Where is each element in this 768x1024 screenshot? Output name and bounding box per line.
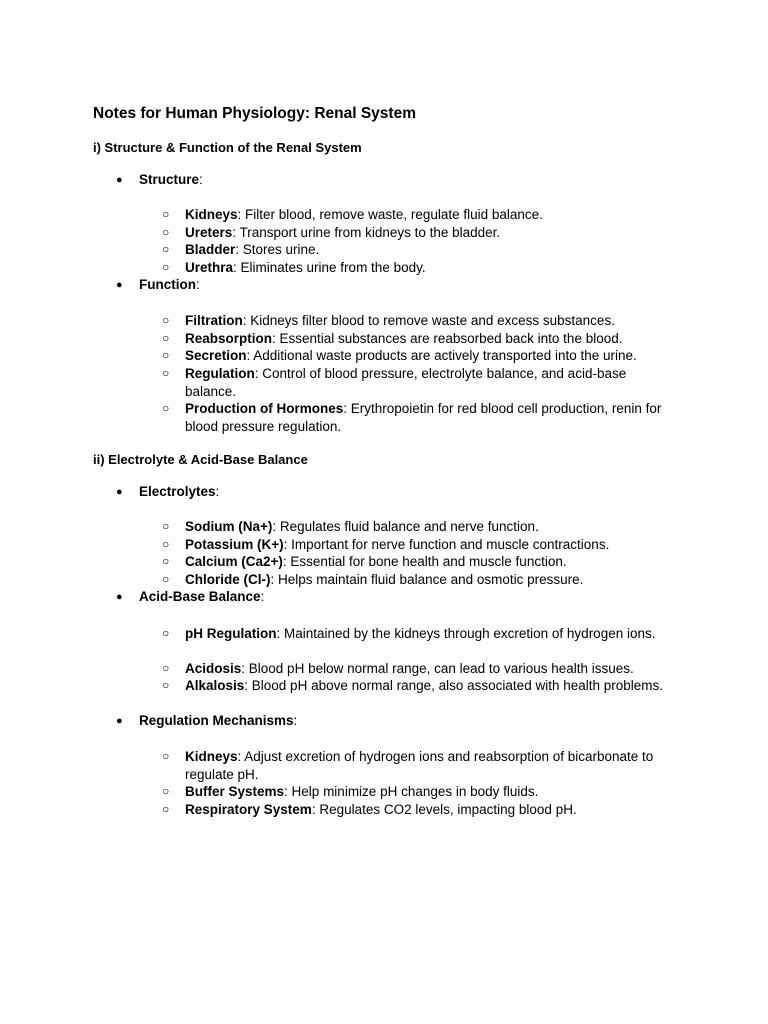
item-desc: : Erythropoietin for red blood cell production, renin for blood pressure regulation. bbox=[185, 401, 662, 434]
list-item bbox=[162, 553, 672, 571]
hollow-bullet-icon: ○ bbox=[162, 348, 170, 362]
item-term: Respiratory System bbox=[185, 802, 312, 817]
group-label: Structure bbox=[139, 172, 200, 187]
item-desc: : Regulates fluid balance and nerve function. bbox=[272, 519, 539, 534]
list-item bbox=[162, 783, 672, 801]
hollow-bullet-icon: ○ bbox=[162, 313, 170, 327]
item-desc: : Important for nerve function and muscle contractions. bbox=[283, 537, 610, 552]
hollow-bullet-icon: ○ bbox=[162, 626, 170, 640]
item-term: Bladder bbox=[185, 242, 236, 257]
item-desc: : Filter blood, remove waste, regulate fluid balance. bbox=[237, 207, 543, 222]
document-title: Notes for Human Physiology: Renal System bbox=[93, 105, 416, 122]
hollow-bullet-icon: ○ bbox=[162, 207, 170, 221]
item-term: Regulation bbox=[185, 366, 255, 381]
item-desc: : Essential for bone health and muscle function. bbox=[282, 554, 567, 569]
item-desc: : Blood pH above normal range, also associated with health problems. bbox=[244, 678, 664, 693]
item-desc: : Eliminates urine from the body. bbox=[233, 260, 426, 275]
item-term: pH Regulation bbox=[185, 626, 277, 641]
hollow-bullet-icon: ○ bbox=[162, 366, 170, 380]
bullet-dot-icon: ● bbox=[116, 591, 123, 603]
group-label: Function bbox=[139, 277, 196, 292]
hollow-bullet-icon: ○ bbox=[162, 572, 170, 586]
hollow-bullet-icon: ○ bbox=[162, 225, 170, 239]
hollow-bullet-icon: ○ bbox=[162, 401, 170, 415]
item-desc: : Adjust excretion of hydrogen ions and reabsorption of bicarbonate to regulate pH. bbox=[185, 749, 654, 782]
item-term: Kidneys bbox=[185, 207, 238, 222]
hollow-bullet-icon: ○ bbox=[162, 519, 170, 533]
list-item bbox=[162, 224, 672, 242]
hollow-bullet-icon: ○ bbox=[162, 678, 170, 692]
list-item bbox=[162, 660, 672, 678]
bullet-dot-icon: ● bbox=[116, 279, 123, 291]
bullet-dot-icon: ● bbox=[116, 715, 123, 727]
bullet-dot-icon: ● bbox=[116, 486, 123, 498]
item-term: Urethra bbox=[185, 260, 234, 275]
item-term: Reabsorption bbox=[185, 331, 273, 346]
item-desc: : Kidneys filter blood to remove waste and excess substances. bbox=[242, 313, 615, 328]
list-item bbox=[162, 571, 672, 589]
item-term: Alkalosis bbox=[185, 678, 245, 693]
item-desc: : Additional waste products are actively transported into the urine. bbox=[246, 348, 637, 363]
item-desc: : Essential substances are reabsorbed back into the blood. bbox=[272, 331, 623, 346]
section-heading-structure-function: i) Structure & Function of the Renal System bbox=[93, 140, 362, 155]
hollow-bullet-icon: ○ bbox=[162, 260, 170, 274]
list-item bbox=[162, 748, 672, 783]
item-desc: : Transport urine from kidneys to the bladder. bbox=[232, 225, 501, 240]
hollow-bullet-icon: ○ bbox=[162, 537, 170, 551]
item-desc: : Stores urine. bbox=[235, 242, 320, 257]
hollow-bullet-icon: ○ bbox=[162, 661, 170, 675]
list-item bbox=[162, 330, 672, 348]
list-item bbox=[162, 259, 672, 277]
hollow-bullet-icon: ○ bbox=[162, 749, 170, 763]
list-item bbox=[162, 206, 672, 224]
list-item bbox=[162, 400, 672, 435]
hollow-bullet-icon: ○ bbox=[162, 784, 170, 798]
item-term: Filtration bbox=[185, 313, 243, 328]
item-desc: : Blood pH below normal range, can lead to various health issues. bbox=[241, 661, 634, 676]
item-term: Production of Hormones bbox=[185, 401, 344, 416]
item-term: Potassium (K+) bbox=[185, 537, 284, 552]
hollow-bullet-icon: ○ bbox=[162, 802, 170, 816]
item-desc: : Regulates CO2 levels, impacting blood pH. bbox=[311, 802, 577, 817]
section-heading-electrolyte-acid-base: ii) Electrolyte & Acid-Base Balance bbox=[93, 452, 308, 467]
list-item bbox=[162, 518, 672, 536]
list-item bbox=[162, 365, 672, 400]
list-item bbox=[162, 801, 672, 819]
item-term: Secretion bbox=[185, 348, 247, 363]
hollow-bullet-icon: ○ bbox=[162, 331, 170, 345]
group-label: Electrolytes bbox=[139, 484, 216, 499]
group-label: Regulation Mechanisms bbox=[139, 713, 294, 728]
item-term: Kidneys bbox=[185, 749, 238, 764]
list-item bbox=[162, 347, 672, 365]
hollow-bullet-icon: ○ bbox=[162, 554, 170, 568]
item-term: Chloride (Cl-) bbox=[185, 572, 271, 587]
list-item bbox=[162, 536, 672, 554]
item-desc: : Control of blood pressure, electrolyte balance, and acid-base balance. bbox=[185, 366, 627, 399]
document-page: Notes for Human Physiology: Renal System i) Structure & Function of the Renal System ● Structure: ○ Kidneys: Filter blood, remove waste, regulate fluid balance. ○ Ureters: Transport urine from kidneys to the bladder. ○ Bladder: Stores urine. ○ Urethra: Eliminates urine from the body. ● Function: ○ Filtration: Kidneys filter blood to remove waste and excess substances. ○ Reabsorption: Essential substances are reabsorbed back into the blood. ○ Secretion: Additional waste products are actively transported into the urine. ○ Regulation: Control of blood pressure, electrolyte balance, and acid-base balance. ○ Production of Hormones: Erythropoietin for red blood cell production, renin for blood pressure regulation. ii) Electrolyte & Acid-Base Balance ● Electrolytes: ○ Sodium (Na+): Regulates fluid balance and nerve function. ○ Potassium (K+): Important for nerve function and muscle contractions. ○ Calcium (Ca2+): Essential for bone health and muscle function. ○ Chloride (Cl-): Helps maintain fluid balance and osmotic pressure. ● Acid-Base Balance: ○ pH Regulation: Maintained by the kidneys through excretion of hydrogen ions. ○ Acidosis: Blood pH below normal range, can lead to various health issues. ○ Alkalosis: Blood pH above normal range, also associated with health problems. ● Regulation Mechanisms: ○ Kidneys: Adjust excretion of hydrogen ions and reabsorption of bicarbonate to regulate pH. ○ Buffer Systems: Help minimize pH changes in body fluids. ○ Respiratory System: Regulates CO2 levels, impacting blood pH. bbox=[0, 0, 768, 1024]
item-desc: : Maintained by the kidneys through excretion of hydrogen ions. bbox=[276, 626, 656, 641]
item-term: Calcium (Ca2+) bbox=[185, 554, 283, 569]
item-term: Buffer Systems bbox=[185, 784, 285, 799]
bullet-dot-icon: ● bbox=[116, 174, 123, 186]
item-term: Sodium (Na+) bbox=[185, 519, 273, 534]
hollow-bullet-icon: ○ bbox=[162, 242, 170, 256]
group-label: Acid-Base Balance bbox=[139, 589, 261, 604]
list-item bbox=[162, 677, 672, 695]
item-desc: : Helps maintain fluid balance and osmotic pressure. bbox=[270, 572, 584, 587]
list-item bbox=[162, 312, 672, 330]
list-item bbox=[162, 241, 672, 259]
item-term: Acidosis bbox=[185, 661, 242, 676]
item-term: Ureters bbox=[185, 225, 233, 240]
list-item bbox=[162, 625, 672, 643]
item-desc: : Help minimize pH changes in body fluids. bbox=[284, 784, 539, 799]
